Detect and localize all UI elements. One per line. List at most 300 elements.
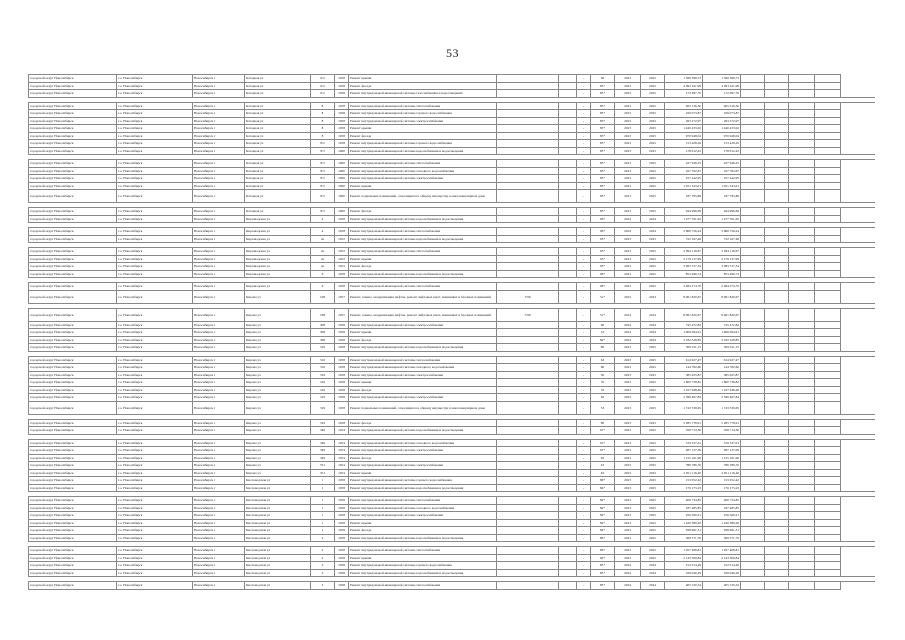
city-cell: г.о. Новосибирск xyxy=(117,110,193,118)
street-cell: Катодная ул xyxy=(245,82,311,90)
year-end-cell: 2024 xyxy=(641,321,665,329)
blank-cell xyxy=(789,290,815,303)
volume-cell: 61 xyxy=(591,462,615,470)
blank-cell xyxy=(789,379,815,387)
house-cell: 8/3 xyxy=(311,167,335,175)
street-cell: Кирзаводская ул xyxy=(245,263,311,271)
locality-cell: Новосибирск г xyxy=(193,75,245,83)
street-cell: Кирова ул xyxy=(245,371,311,379)
city-cell: г.о. Новосибирск xyxy=(117,519,193,527)
volume-cell: 84* xyxy=(591,484,615,492)
mark-cell xyxy=(497,75,559,83)
volume-cell: 63 xyxy=(591,356,615,364)
house-cell: 316 xyxy=(311,386,335,394)
street-cell: Кирзаводская ул xyxy=(245,283,311,291)
separator-cell: - xyxy=(577,270,591,278)
locality-cell: Новосибирск г xyxy=(193,248,245,256)
year-cell: 1958 xyxy=(335,512,349,520)
blank-cell xyxy=(789,308,815,321)
blank-cell xyxy=(741,386,765,394)
street-cell: Катодная ул xyxy=(245,147,311,155)
mark-cell xyxy=(497,344,559,352)
total-cell: 169 073,87 xyxy=(703,110,741,118)
house-cell: 349 xyxy=(311,427,335,435)
year-end-cell: 2025 xyxy=(641,283,665,291)
table-row xyxy=(29,255,875,263)
house-cell: 319 xyxy=(311,394,335,402)
blank-cell xyxy=(741,190,765,203)
blank-cell xyxy=(559,454,577,462)
city-cell: г.о. Новосибирск xyxy=(117,554,193,562)
register-body xyxy=(29,75,875,590)
house-cell: 349 xyxy=(311,454,335,462)
table-row xyxy=(29,117,875,125)
cost-cell: 1 277 761,65 xyxy=(665,215,703,223)
mark-cell xyxy=(497,248,559,256)
blank-cell xyxy=(765,182,789,190)
work-type-cell: Ремонт крыши xyxy=(349,329,497,337)
total-cell: 786 786,70 xyxy=(703,462,741,470)
locality-cell: Новосибирск г xyxy=(193,283,245,291)
district-cell: городской округ Новосибирск xyxy=(29,356,117,364)
separator-cell: - xyxy=(577,140,591,148)
table-row xyxy=(29,110,875,118)
volume-cell: 83* xyxy=(591,190,615,203)
work-type-cell: Ремонт крыши xyxy=(349,182,497,190)
city-cell: г.о. Новосибирск xyxy=(117,140,193,148)
separator-cell: - xyxy=(577,147,591,155)
table-row xyxy=(29,469,875,477)
district-cell: городской округ Новосибирск xyxy=(29,228,117,236)
blank-cell xyxy=(765,454,789,462)
cost-cell: 1 420 389,20 xyxy=(665,519,703,527)
work-type-cell: Ремонт внутридомовой инженерной системы горячего водоснабжения xyxy=(349,110,497,118)
year-cell: 1958 xyxy=(335,110,349,118)
table-row xyxy=(29,419,875,427)
cost-cell: 385 625,87 xyxy=(665,371,703,379)
street-cell: Катодная ул xyxy=(245,75,311,83)
street-cell: Кирова ул xyxy=(245,447,311,455)
street-cell: Катодная ул xyxy=(245,90,311,98)
volume-cell: 91* xyxy=(591,447,615,455)
total-cell: 427 946,25 xyxy=(703,160,741,168)
year-cell: 1958 xyxy=(335,283,349,291)
city-cell: г.о. Новосибирск xyxy=(117,117,193,125)
year-end-cell: 2025 xyxy=(641,394,665,402)
district-cell: городской округ Новосибирск xyxy=(29,401,117,414)
cost-cell: 427 946,25 xyxy=(665,160,703,168)
volume-cell: 60 xyxy=(591,321,615,329)
district-cell: городской округ Новосибирск xyxy=(29,519,117,527)
blank-cell xyxy=(559,117,577,125)
total-cell: 509 011,15 xyxy=(703,344,741,352)
cost-cell: 853 496,74 xyxy=(665,270,703,278)
year-end-cell: 2025 xyxy=(641,379,665,387)
year-start-cell: 2023 xyxy=(615,235,641,243)
city-cell: г.о. Новосибирск xyxy=(117,336,193,344)
blank-cell xyxy=(559,160,577,168)
street-cell: Катодная ул xyxy=(245,102,311,110)
district-cell: городской округ Новосибирск xyxy=(29,270,117,278)
blank-cell xyxy=(765,439,789,447)
blank-cell xyxy=(765,255,789,263)
year-end-cell: 2025 xyxy=(641,484,665,492)
district-cell: городской округ Новосибирск xyxy=(29,263,117,271)
cost-cell: 1 800 738,82 xyxy=(665,379,703,387)
city-cell: г.о. Новосибирск xyxy=(117,308,193,321)
separator-cell: - xyxy=(577,469,591,477)
volume-cell: 62 xyxy=(591,454,615,462)
blank-cell xyxy=(815,582,841,590)
blank-cell xyxy=(789,527,815,535)
blank-cell xyxy=(765,401,789,414)
total-cell: 938 691,31 xyxy=(703,527,741,535)
work-type-cell: Ремонт внутридомовой инженерной системы электроснабжения xyxy=(349,462,497,470)
city-cell: г.о. Новосибирск xyxy=(117,344,193,352)
blank-cell xyxy=(815,215,841,223)
city-cell: г.о. Новосибирск xyxy=(117,371,193,379)
separator-cell: - xyxy=(577,321,591,329)
blank-cell xyxy=(741,208,765,216)
city-cell: г.о. Новосибирск xyxy=(117,182,193,190)
volume-cell: 62 xyxy=(591,394,615,402)
table-row xyxy=(29,344,875,352)
year-start-cell: 2023 xyxy=(615,255,641,263)
blank-cell xyxy=(741,270,765,278)
locality-cell: Новосибирск г xyxy=(193,401,245,414)
cost-cell: 172 697,70 xyxy=(665,90,703,98)
blank-cell xyxy=(815,75,841,83)
street-cell: Кирова ул xyxy=(245,321,311,329)
year-end-cell: 2025 xyxy=(641,248,665,256)
blank-cell xyxy=(815,90,841,98)
work-type-cell: Ремонт крыши xyxy=(349,75,497,83)
year-start-cell: 2023 xyxy=(615,527,641,535)
year-end-cell: 2025 xyxy=(641,160,665,168)
total-cell: 970 948,04 xyxy=(703,132,741,140)
year-start-cell: 2023 xyxy=(615,419,641,427)
year-start-cell: 2023 xyxy=(615,290,641,303)
separator-cell: - xyxy=(577,371,591,379)
blank-cell xyxy=(559,371,577,379)
cost-cell: 319 337,01 xyxy=(665,439,703,447)
blank-cell xyxy=(741,290,765,303)
mark-cell xyxy=(497,569,559,577)
year-end-cell: 2025 xyxy=(641,102,665,110)
blank-cell xyxy=(789,208,815,216)
blank-cell xyxy=(765,215,789,223)
blank-cell xyxy=(741,454,765,462)
city-cell: г.о. Новосибирск xyxy=(117,469,193,477)
year-cell: 1958 xyxy=(335,527,349,535)
separator-cell: - xyxy=(577,235,591,243)
city-cell: г.о. Новосибирск xyxy=(117,562,193,570)
year-start-cell: 2023 xyxy=(615,344,641,352)
cost-cell: 2 094 118,67 xyxy=(665,248,703,256)
district-cell: городской округ Новосибирск xyxy=(29,125,117,133)
year-start-cell: 2024 xyxy=(615,582,641,590)
cost-cell: 4 093 611,99 xyxy=(665,82,703,90)
table-row xyxy=(29,569,875,577)
district-cell: городской округ Новосибирск xyxy=(29,82,117,90)
house-cell: 1 xyxy=(311,497,335,505)
year-start-cell: 2024 xyxy=(615,321,641,329)
total-cell: 169 040,26 xyxy=(703,569,741,577)
separator-cell: - xyxy=(577,167,591,175)
total-cell: 1 051 343,01 xyxy=(703,182,741,190)
cost-cell: 722 167,46 xyxy=(665,235,703,243)
mark-cell xyxy=(497,527,559,535)
volume-cell: 83* xyxy=(591,160,615,168)
work-type-cell: Ремонт внутридомовой инженерной системы горячего водоснабжения xyxy=(349,140,497,148)
volume-cell: 83* xyxy=(591,182,615,190)
year-cell: 1958 xyxy=(335,582,349,590)
locality-cell: Новосибирск г xyxy=(193,497,245,505)
year-start-cell: 2023 xyxy=(615,554,641,562)
separator-cell: - xyxy=(577,228,591,236)
house-cell: 108 xyxy=(311,308,335,321)
volume-cell: 96* xyxy=(591,228,615,236)
locality-cell: Новосибирск г xyxy=(193,90,245,98)
district-cell: городской округ Новосибирск xyxy=(29,147,117,155)
blank-cell xyxy=(815,484,841,492)
year-cell: 1954 xyxy=(335,469,349,477)
locality-cell: Новосибирск г xyxy=(193,394,245,402)
year-end-cell: 2025 xyxy=(641,454,665,462)
blank-cell xyxy=(765,90,789,98)
year-cell: 1960 xyxy=(335,167,349,175)
street-cell: Кирова ул xyxy=(245,364,311,372)
volume-cell: 84* xyxy=(591,504,615,512)
year-end-cell: 2024 xyxy=(641,215,665,223)
blank-cell xyxy=(789,427,815,435)
blank-cell xyxy=(741,364,765,372)
separator-cell: - xyxy=(577,356,591,364)
locality-cell: Новосибирск г xyxy=(193,117,245,125)
blank-cell xyxy=(789,554,815,562)
mark-cell xyxy=(497,439,559,447)
cost-cell: 1 440 433,02 xyxy=(665,125,703,133)
house-cell: 4a xyxy=(311,255,335,263)
year-start-cell: 2023 xyxy=(615,117,641,125)
year-end-cell: 2025 xyxy=(641,90,665,98)
year-start-cell: 2023 xyxy=(615,394,641,402)
table-row xyxy=(29,270,875,278)
house-cell: 308 xyxy=(311,321,335,329)
separator-cell: - xyxy=(577,401,591,414)
district-cell: городской округ Новосибирск xyxy=(29,255,117,263)
blank-cell xyxy=(559,283,577,291)
blank-cell xyxy=(815,160,841,168)
separator-cell: - xyxy=(577,82,591,90)
street-cell: Кирова ул xyxy=(245,439,311,447)
street-cell: Кисловодская ул xyxy=(245,512,311,520)
total-cell: 358 714,30 xyxy=(703,427,741,435)
blank-cell xyxy=(559,469,577,477)
blank-cell xyxy=(789,497,815,505)
cost-cell: 256 560,21 xyxy=(665,512,703,520)
table-row xyxy=(29,140,875,148)
separator-cell: - xyxy=(577,283,591,291)
blank-cell xyxy=(741,110,765,118)
table-row xyxy=(29,190,875,203)
blank-cell xyxy=(741,547,765,555)
district-cell: городской округ Новосибирск xyxy=(29,167,117,175)
blank-cell xyxy=(741,427,765,435)
year-start-cell: 2023 xyxy=(615,110,641,118)
blank-cell xyxy=(815,439,841,447)
blank-cell xyxy=(741,90,765,98)
work-type-cell: Ремонт внутридомовой инженерной системы водоснабжения и водоотведения xyxy=(349,147,497,155)
blank-cell xyxy=(815,110,841,118)
total-cell: 1 057 408,81 xyxy=(703,547,741,555)
year-end-cell: 2025 xyxy=(641,447,665,455)
blank-cell xyxy=(559,534,577,542)
blank-cell xyxy=(815,329,841,337)
district-cell: городской округ Новосибирск xyxy=(29,190,117,203)
separator-cell: - xyxy=(577,477,591,485)
volume-cell: 85* xyxy=(591,132,615,140)
blank-cell xyxy=(765,569,789,577)
volume-cell: 53 xyxy=(591,329,615,337)
year-cell: 1958 xyxy=(335,519,349,527)
table-row xyxy=(29,308,875,321)
mark-cell xyxy=(497,497,559,505)
blank-cell xyxy=(789,582,815,590)
total-cell: 2 596 467,84 xyxy=(703,394,741,402)
total-cell: 263 272,97 xyxy=(703,117,741,125)
work-type-cell: Ремонт внутридомовой инженерной системы холодного водоснабжения xyxy=(349,439,497,447)
year-end-cell: 2025 xyxy=(641,190,665,203)
year-cell: 1958 xyxy=(335,386,349,394)
cost-cell: 178 012,43 xyxy=(665,147,703,155)
blank-cell xyxy=(765,125,789,133)
locality-cell: Новосибирск г xyxy=(193,439,245,447)
house-cell: 8/3 xyxy=(311,208,335,216)
cost-cell: 176 173,23 xyxy=(665,484,703,492)
blank-cell xyxy=(559,167,577,175)
volume-cell: 84* xyxy=(591,497,615,505)
blank-cell xyxy=(815,547,841,555)
blank-cell xyxy=(765,283,789,291)
table-row xyxy=(29,82,875,90)
work-type-cell: Ремонт крыши xyxy=(349,519,497,527)
year-start-cell: 2023 xyxy=(615,167,641,175)
year-start-cell: 2023 xyxy=(615,182,641,190)
house-cell: 8/3 xyxy=(311,182,335,190)
separator-cell: - xyxy=(577,160,591,168)
year-cell: 1958 xyxy=(335,547,349,555)
blank-cell xyxy=(789,228,815,236)
work-type-cell: Ремонт крыши xyxy=(349,379,497,387)
mark-cell xyxy=(497,386,559,394)
repair-register-table xyxy=(28,74,875,590)
city-cell: г.о. Новосибирск xyxy=(117,147,193,155)
district-cell: городской округ Новосибирск xyxy=(29,439,117,447)
blank-cell xyxy=(815,447,841,455)
page-number: 53 xyxy=(446,46,459,60)
blank-cell xyxy=(789,469,815,477)
cost-cell: 786 786,70 xyxy=(665,462,703,470)
cost-cell: 3 666 726,24 xyxy=(665,228,703,236)
table-row xyxy=(29,132,875,140)
mark-cell: 7/99 xyxy=(497,308,559,321)
district-cell: городской округ Новосибирск xyxy=(29,75,117,83)
year-cell: 1958 xyxy=(335,102,349,110)
table-row xyxy=(29,175,875,183)
mark-cell xyxy=(497,90,559,98)
blank-cell xyxy=(765,270,789,278)
table-row xyxy=(29,519,875,527)
blank-cell xyxy=(815,125,841,133)
blank-cell xyxy=(815,527,841,535)
house-cell: 8/3 xyxy=(311,190,335,203)
blank-cell xyxy=(789,321,815,329)
locality-cell: Новосибирск г xyxy=(193,569,245,577)
separator-cell: - xyxy=(577,102,591,110)
street-cell: Кирова ул xyxy=(245,344,311,352)
volume-cell: 84* xyxy=(591,519,615,527)
mark-cell xyxy=(497,140,559,148)
locality-cell: Новосибирск г xyxy=(193,336,245,344)
locality-cell: Новосибирск г xyxy=(193,321,245,329)
blank-cell xyxy=(741,132,765,140)
house-cell: 6 xyxy=(311,283,335,291)
cost-cell: 944 996,69 xyxy=(665,208,703,216)
blank-cell xyxy=(559,215,577,223)
cost-cell: 1 051 343,01 xyxy=(665,182,703,190)
volume-cell: 51* xyxy=(591,308,615,321)
spacer-cell xyxy=(841,243,875,248)
blank-cell xyxy=(559,190,577,203)
blank-cell xyxy=(789,160,815,168)
volume-cell: 85* xyxy=(591,562,615,570)
year-cell: 1958 xyxy=(335,117,349,125)
blank-cell xyxy=(765,534,789,542)
locality-cell: Новосибирск г xyxy=(193,364,245,372)
street-cell: Кирова ул xyxy=(245,469,311,477)
volume-cell: 85* xyxy=(591,117,615,125)
work-type-cell: Ремонт внутридомовой инженерной системы теплоснабжения xyxy=(349,547,497,555)
table-row xyxy=(29,582,875,590)
blank-cell xyxy=(815,190,841,203)
city-cell: г.о. Новосибирск xyxy=(117,75,193,83)
volume-cell: 93* xyxy=(591,263,615,271)
locality-cell: Новосибирск г xyxy=(193,215,245,223)
table-row xyxy=(29,386,875,394)
blank-cell xyxy=(741,477,765,485)
volume-cell: 83* xyxy=(591,167,615,175)
year-start-cell: 2023 xyxy=(615,364,641,372)
blank-cell xyxy=(741,255,765,263)
separator-cell: - xyxy=(577,427,591,435)
city-cell: г.о. Новосибирск xyxy=(117,477,193,485)
separator-cell: - xyxy=(577,344,591,352)
blank-cell xyxy=(559,321,577,329)
year-start-cell: 2023 xyxy=(615,534,641,542)
blank-cell xyxy=(559,125,577,133)
year-start-cell: 2023 xyxy=(615,547,641,555)
blank-cell xyxy=(789,147,815,155)
locality-cell: Новосибирск г xyxy=(193,469,245,477)
street-cell: Кирова ул xyxy=(245,329,311,337)
volume-cell: 53 xyxy=(591,401,615,414)
year-end-cell: 2025 xyxy=(641,110,665,118)
year-end-cell: 2025 xyxy=(641,82,665,90)
total-cell: 2 143 309,84 xyxy=(703,554,741,562)
year-end-cell: 2025 xyxy=(641,519,665,527)
work-type-cell: Ремонт внутридомовой инженерной системы водоснабжения и водоотведения xyxy=(349,344,497,352)
